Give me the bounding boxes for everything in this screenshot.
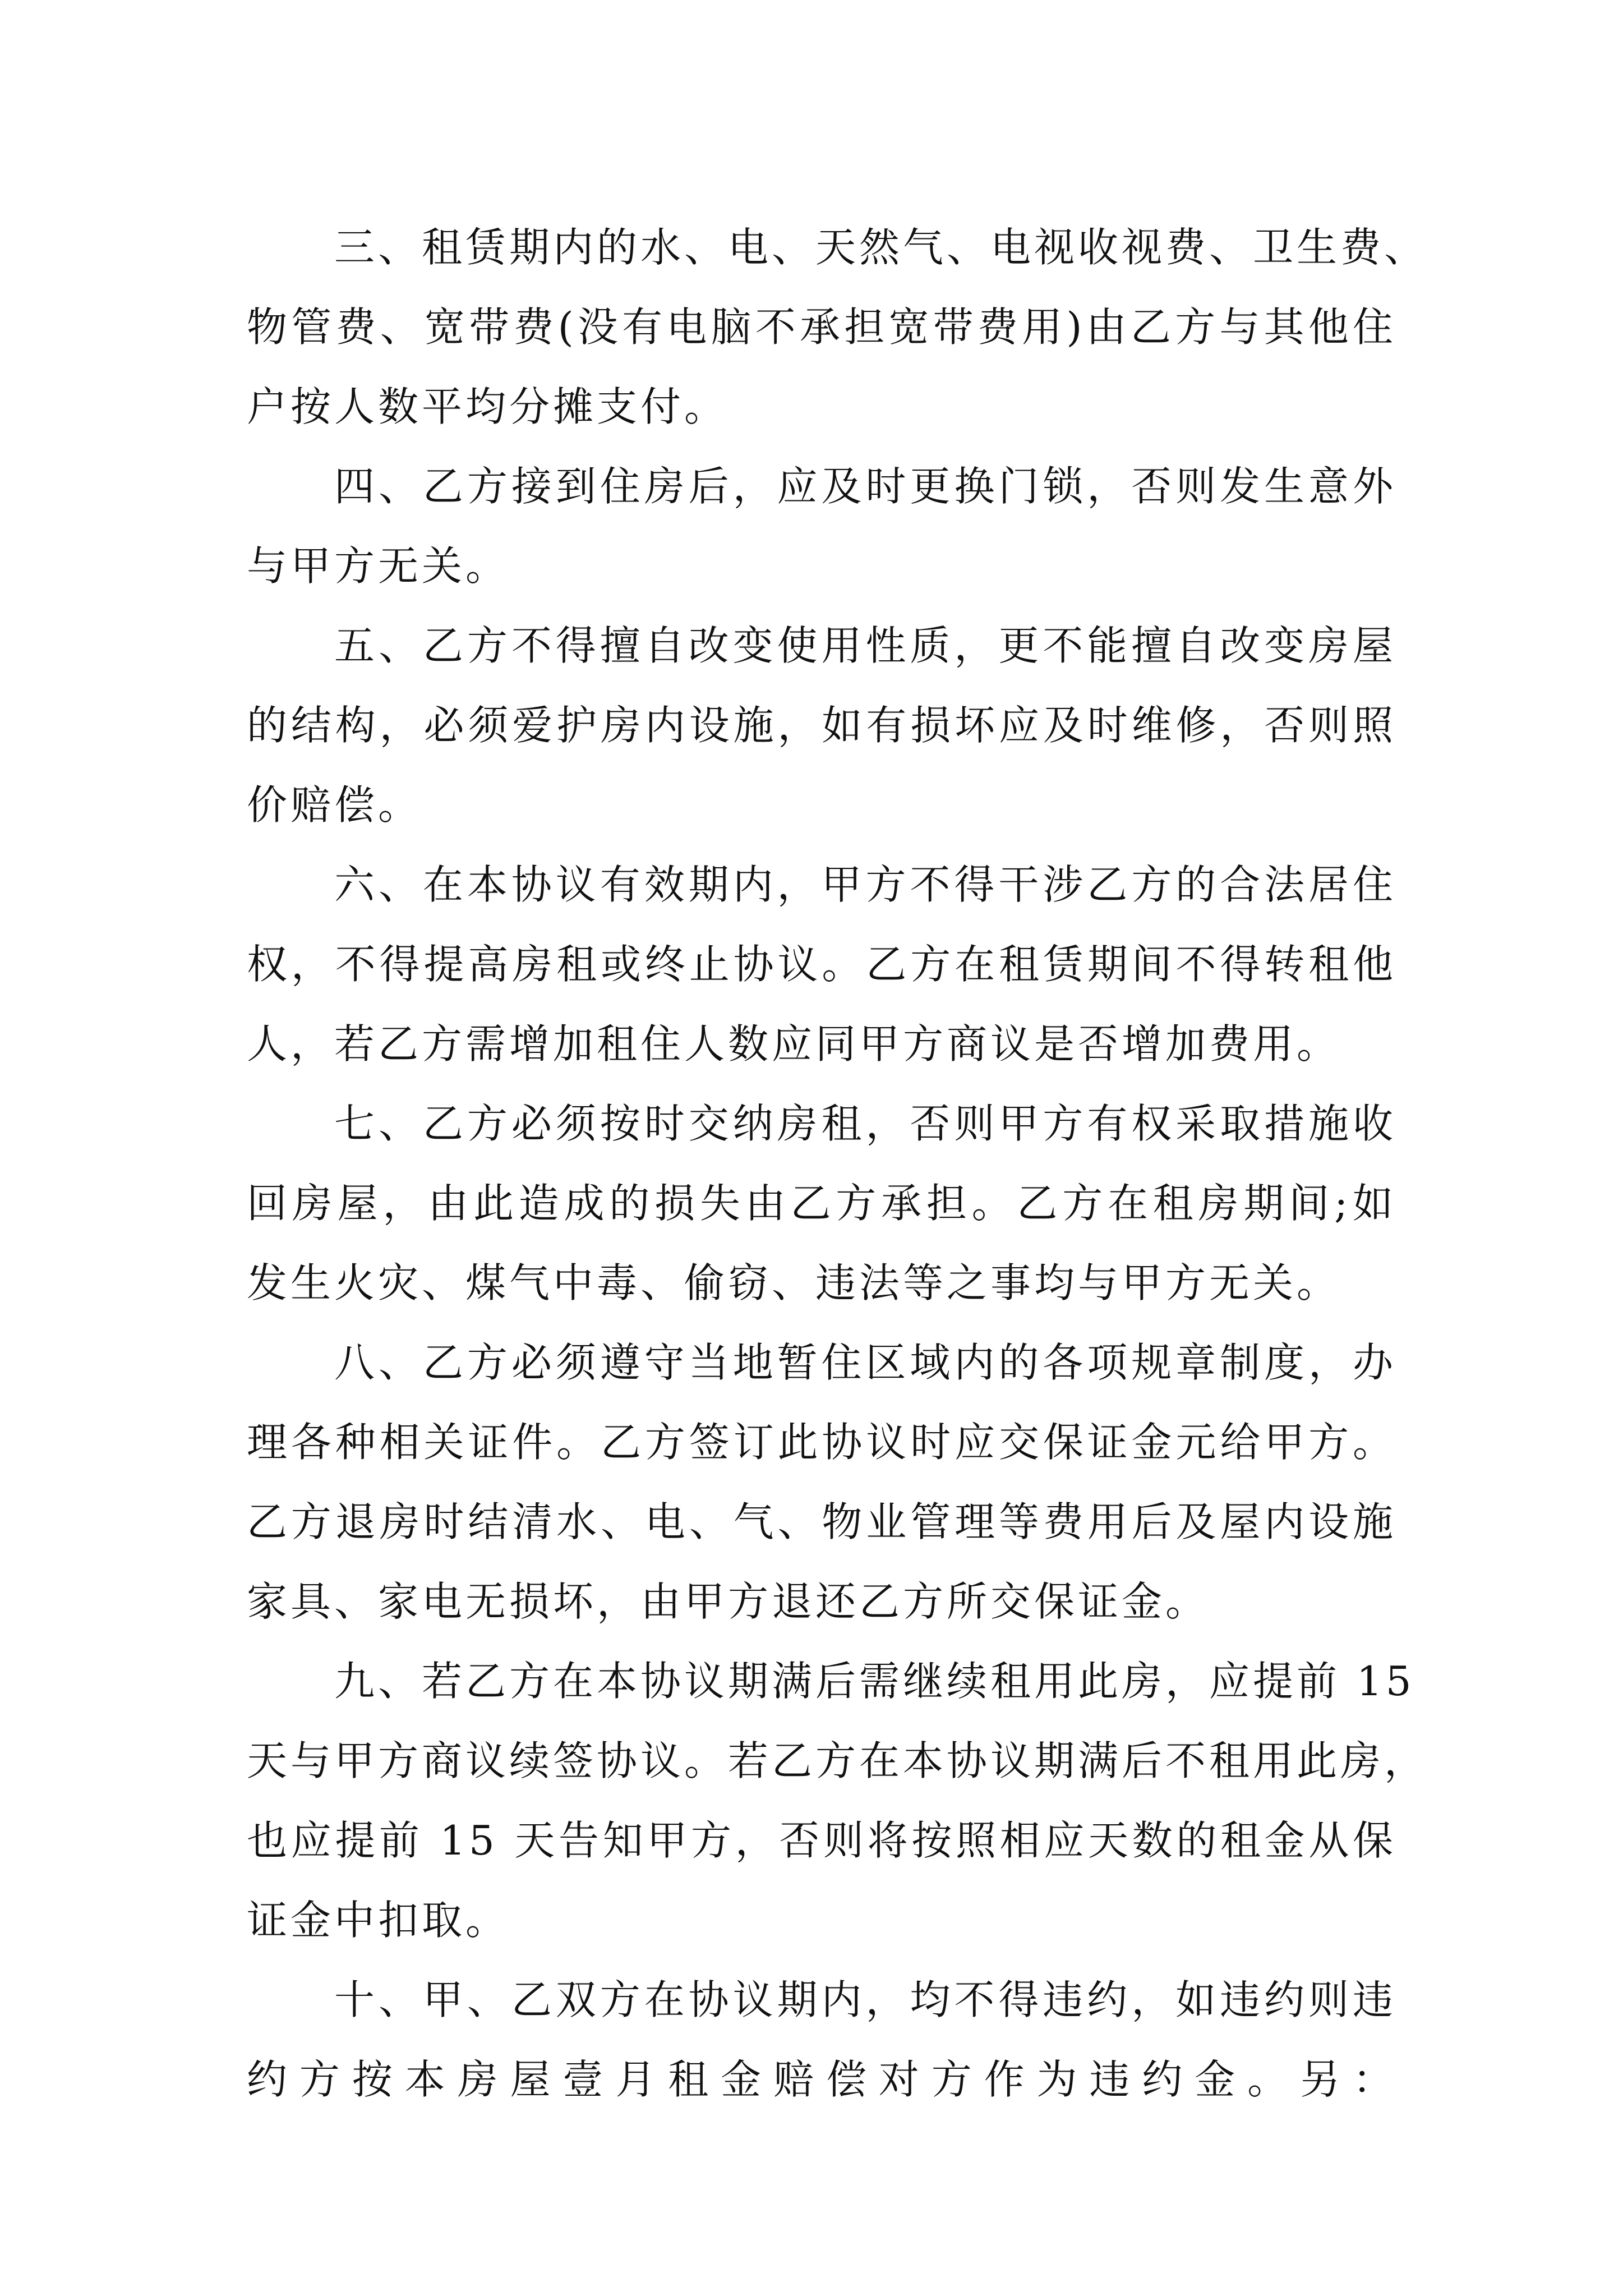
text-line: 与甲方无关。 [247,542,510,590]
text-line: 乙方退房时结清水、电、气、物业管理等费用后及屋内设施 [247,1498,1396,1545]
text-line: 四、乙方接到住房后，应及时更换门锁，否则发生意外 [334,463,1396,510]
text-line: 证金中扣取。 [247,1897,510,1944]
clause-6 [247,845,1396,1084]
text-line: 价赔偿。 [247,781,422,829]
text-line: 户按人数平均分摊支付。 [247,383,728,430]
clause-10 [247,1960,1396,2119]
text-line: 十、甲、乙双方在协议期内，均不得违约，如违约则违 [334,1976,1396,2023]
text-line: 天与甲方商议续签协议。若乙方在本协议期满后不租用此房， [247,1737,1428,1784]
text-line: 物管费、宽带费(没有电脑不承担宽带费用)由乙方与其他住 [247,303,1396,351]
text-line: 七、乙方必须按时交纳房租，否则甲方有权采取措施收 [334,1100,1396,1147]
text-line: 五、乙方不得擅自改变使用性质，更不能擅自改变房屋 [334,622,1396,669]
text-line: 六、在本协议有效期内，甲方不得干涉乙方的合法居住 [334,861,1396,908]
clause-5 [247,606,1396,845]
text-line: 的结构，必须爱护房内设施，如有损坏应及时维修，否则照 [247,702,1396,749]
clause-8 [247,1323,1396,1641]
text-line: 三、租赁期内的水、电、天然气、电视收视费、卫生费、 [334,224,1428,271]
text-line: 回房屋，由此造成的损失由乙方承担。乙方在租房期间;如 [247,1180,1396,1227]
text-line: 八、乙方必须遵守当地暂住区域内的各项规章制度，办 [334,1339,1396,1386]
document-body [247,208,1428,2119]
text-line: 理各种相关证件。乙方签订此协议时应交保证金元给甲方。 [247,1419,1396,1466]
clause-3 [247,208,1428,447]
text-line: 约方按本房屋壹月租金赔偿对方作为违约金。另： [247,2056,1396,2103]
text-line: 发生火灾、煤气中毒、偷窃、违法等之事均与甲方无关。 [247,1259,1341,1306]
clause-9 [247,1641,1428,1960]
text-line: 九、若乙方在本协议期满后需继续租用此房，应提前 15 [334,1658,1415,1705]
text-line: 也应提前 15 天告知甲方，否则将按照相应天数的租金从保 [247,1817,1396,1864]
text-line: 人，若乙方需增加租住人数应同甲方商议是否增加费用。 [247,1020,1341,1068]
text-line: 家具、家电无损坏，由甲方退还乙方所交保证金。 [247,1578,1210,1625]
clause-7 [247,1084,1396,1323]
clause-4 [247,447,1396,606]
text-line: 权，不得提高房租或终止协议。乙方在租赁期间不得转租他 [247,941,1396,988]
